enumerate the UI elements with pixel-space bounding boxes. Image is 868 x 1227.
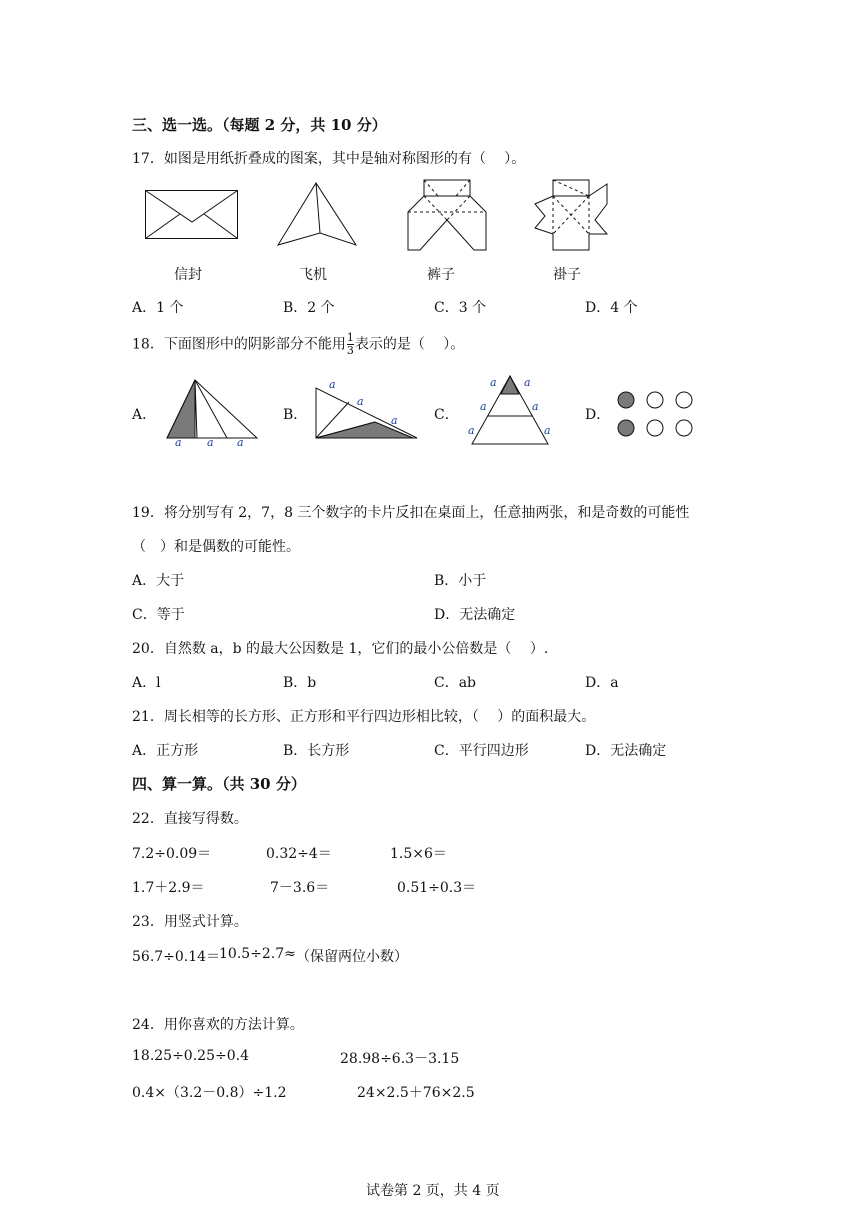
side-label: a — [480, 400, 487, 413]
q21-option-a[interactable]: A．正方形 — [132, 743, 199, 759]
fraction-one-third — [347, 332, 354, 357]
empty-circle — [647, 392, 663, 408]
envelope-flap — [146, 191, 238, 223]
question-23-text: 23．用竖式计算。 — [132, 914, 248, 930]
side-label: a — [544, 424, 551, 437]
q18-text-after: 表示的是（ ）。 — [354, 336, 465, 353]
q24-expr: 24×2.5＋76×2.5 — [357, 1085, 475, 1101]
pants-waistband — [424, 180, 470, 196]
empty-circle — [647, 420, 663, 436]
side-label: a — [357, 395, 364, 408]
page-footer: 试卷第 2 页，共 4 页 — [366, 1183, 500, 1199]
airplane-figure — [278, 183, 358, 249]
question-24-text: 24．用你喜欢的方法计算。 — [132, 1017, 304, 1033]
q18-option-a[interactable]: A． — [132, 407, 157, 423]
q18-option-b[interactable]: B． — [283, 407, 308, 423]
q17-option-d[interactable]: D．4 个 — [585, 300, 638, 316]
q19-option-b[interactable]: B．小于 — [434, 573, 487, 589]
q21-option-d[interactable]: D．无法确定 — [585, 743, 667, 759]
q18-option-c[interactable]: C． — [434, 407, 459, 423]
q22-expr: 1.5×6＝ — [390, 846, 447, 862]
side-label: a — [207, 436, 214, 449]
q19-option-d[interactable]: D．无法确定 — [434, 607, 516, 623]
q18-option-d[interactable]: D． — [585, 407, 611, 423]
q18-text-before: 18．下面图形中的阴影部分不能用 — [132, 336, 346, 353]
question-19-line1: 19．将分别写有 2，7，8 三个数字的卡片反扣在桌面上，任意抽两张，和是奇数的可能性 — [132, 505, 690, 521]
question-21-text: 21．周长相等的长方形、正方形和平行四边形相比较，（ ）的面积最大。 — [132, 709, 596, 725]
section-4-title: 四、算一算。（共 30 分） — [132, 775, 306, 793]
figure-label-pants: 裤子 — [427, 267, 455, 283]
q17-option-a[interactable]: A．1 个 — [132, 300, 184, 316]
side-label: a — [391, 414, 398, 427]
q24-expr: 0.4×（3.2－0.8）÷1.2 — [132, 1085, 287, 1101]
question-20-text: 20．自然数 a，b 的最大公因数是 1，它们的最小公倍数是（ ）. — [132, 641, 549, 657]
figure-label-jacket: 褂子 — [553, 267, 581, 283]
pants-waist-fold-left — [424, 180, 438, 196]
section-3-title: 三、选一选。（每题 2 分，共 10 分） — [132, 116, 387, 134]
shaded-circle — [618, 420, 634, 436]
question-19-line2: （ ）和是偶数的可能性。 — [132, 539, 300, 555]
empty-circle — [676, 420, 692, 436]
q19-option-a[interactable]: A．大于 — [132, 573, 185, 589]
q19-option-c[interactable]: C．等于 — [132, 607, 185, 623]
q22-expr: 0.32÷4＝ — [266, 846, 332, 862]
figure-label-envelope: 信封 — [174, 267, 202, 283]
q21-option-b[interactable]: B．长方形 — [283, 743, 350, 759]
q22-expr: 1.7＋2.9＝ — [132, 880, 205, 896]
q18-figure-b — [313, 380, 419, 442]
side-label: a — [468, 424, 475, 437]
q20-option-d[interactable]: D．a — [585, 675, 619, 691]
q17-option-b[interactable]: B．2 个 — [283, 300, 335, 316]
q20-option-a[interactable]: A．l — [132, 675, 161, 691]
envelope-body — [146, 191, 238, 239]
q22-expr: 7.2÷0.09＝ — [132, 846, 212, 862]
jacket-body — [535, 184, 607, 250]
pants-figure — [408, 180, 486, 250]
q24-expr: 28.98÷6.3－3.15 — [340, 1051, 460, 1067]
pants-legs — [408, 196, 486, 250]
envelope-fold-right — [204, 214, 238, 239]
envelope-fold-left — [146, 214, 181, 239]
jacket-figure — [535, 180, 607, 250]
q18-figure-a — [163, 380, 261, 448]
side-label: a — [175, 436, 182, 449]
pants-fold-right — [447, 196, 470, 220]
side-label: a — [490, 376, 497, 389]
fraction-numerator: 1 — [346, 331, 354, 344]
shaded-circle — [618, 392, 634, 408]
q22-expr: 0.51÷0.3＝ — [397, 880, 477, 896]
q20-option-c[interactable]: C．ab — [434, 675, 477, 691]
fraction-denominator: 3 — [346, 344, 354, 357]
q23-expr: 10.5÷2.7≈ — [219, 946, 296, 962]
q18-figure-c — [464, 374, 556, 446]
q21-option-c[interactable]: C．平行四边形 — [434, 743, 529, 759]
side-label: a — [329, 378, 336, 391]
pants-waist-fold-right — [456, 180, 470, 196]
question-17-text: 17．如图是用纸折叠成的图案，其中是轴对称图形的有（ ）。 — [132, 151, 526, 167]
envelope-figure — [145, 190, 239, 240]
q23-note: （保留两位小数） — [296, 949, 408, 965]
shaded-region — [501, 376, 519, 394]
jacket-fold-5 — [553, 180, 589, 196]
divider-line-2 — [195, 380, 227, 438]
q22-expr: 7－3.6＝ — [270, 880, 330, 896]
side-label: a — [524, 376, 531, 389]
pants-fold-left — [424, 196, 447, 220]
q20-option-b[interactable]: B．b — [283, 675, 317, 691]
q18-figure-d — [615, 390, 695, 440]
airplane-center-fold — [316, 183, 320, 233]
q24-expr: 18.25÷0.25÷0.4 — [132, 1048, 249, 1064]
side-label: a — [532, 400, 539, 413]
side-label: a — [237, 436, 244, 449]
q17-option-c[interactable]: C．3 个 — [434, 300, 487, 316]
question-18-text — [132, 332, 464, 357]
figure-label-airplane: 飞机 — [299, 267, 327, 283]
question-22-text: 22．直接写得数。 — [132, 811, 248, 827]
q23-expr: 56.7÷0.14＝ — [132, 949, 221, 965]
empty-circle — [676, 392, 692, 408]
